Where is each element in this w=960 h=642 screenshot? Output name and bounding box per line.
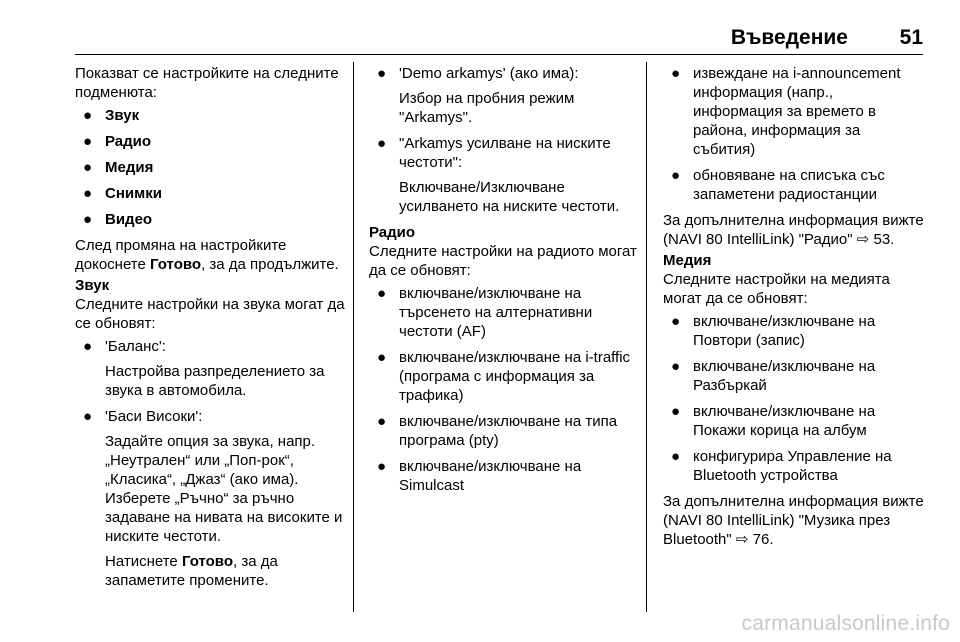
- list-item: [75, 158, 345, 177]
- list-item: ● включване/изключване на Разбъркай: [671, 358, 876, 394]
- column-1: [75, 64, 345, 597]
- bullet-icon: ●: [377, 349, 387, 366]
- bullet-icon: ●: [377, 413, 387, 430]
- bullet-icon: ●: [377, 285, 387, 302]
- bullet-icon: ●: [83, 159, 93, 176]
- submenu-radio: Радио: [105, 133, 152, 150]
- bullet-icon: ●: [377, 458, 387, 475]
- after-change-text: След промяна на настройките докоснете Готово, за да продължите.: [75, 237, 339, 273]
- radio-settings-list: [369, 284, 637, 495]
- media-settings-list: [663, 312, 925, 485]
- done-label: Готово: [150, 256, 202, 273]
- list-item: ● включване/изключване на Simulcast: [377, 458, 582, 494]
- list-item: ● обновяване на списъка със запаметени радиостанции: [671, 167, 885, 203]
- column-2: [369, 64, 637, 502]
- submenu-photos: Снимки: [105, 185, 162, 202]
- column-divider-1: [353, 62, 354, 612]
- bullet-icon: ●: [83, 211, 93, 228]
- radio-heading: Радио: [369, 224, 416, 241]
- list-item: ● включване/изключване на търсенето на алтернативни честоти (AF): [377, 285, 593, 340]
- bullet-icon: ●: [83, 133, 93, 150]
- page-header: [0, 0, 960, 52]
- bass-treble-desc: Задайте опция за звука, напр. „Неутрален“ или „Поп-рок“, „Класика“, „Джаз“ (ако има). Изберете „Ръчно“ за ръчно задаване на нивата на високите и ниските честоти.: [105, 433, 343, 545]
- list-item: ● включване/изключване на типа програма (pty): [377, 413, 618, 449]
- radio-intro: Следните настройки на радиото могат да се обновят:: [369, 243, 637, 279]
- sound-heading: Звук: [75, 277, 110, 294]
- submenu-list: [75, 106, 345, 229]
- list-item: ● конфигурира Управление на Bluetooth устройства: [671, 448, 892, 484]
- media-heading: Медия: [663, 252, 712, 269]
- bullet-icon: ●: [83, 185, 93, 202]
- page-reference-icon: ⇨: [735, 531, 749, 548]
- media-intro: Следните настройки на медията могат да се обновят:: [663, 271, 890, 307]
- bullet-icon: ●: [377, 135, 387, 152]
- bass-treble-label: 'Баси Високи':: [105, 408, 203, 425]
- list-item: [75, 337, 345, 400]
- list-item: [75, 407, 345, 590]
- sound-settings-list-cont: [369, 64, 637, 216]
- radio-reference: За допълнителна информация вижте (NAVI 80 IntelliLink) "Радио" ⇨ 53.: [663, 212, 924, 248]
- demo-arkamys-desc: Избор на пробния режим "Arkamys".: [399, 90, 575, 126]
- bass-treble-save-text: Натиснете Готово, за да запаметите промените.: [105, 553, 278, 589]
- radio-settings-list-cont: [663, 64, 925, 204]
- media-reference: За допълнителна информация вижте (NAVI 80 IntelliLink) "Музика през Bluetooth" ⇨ 76.: [663, 493, 924, 548]
- list-item: [369, 64, 637, 127]
- balance-desc: Настройва разпределението за звука в автомобила.: [105, 363, 325, 399]
- bullet-icon: ●: [377, 65, 387, 82]
- list-item: [75, 106, 345, 125]
- header-rule: [75, 54, 923, 55]
- arkamys-bass-desc: Включване/Изключване усилването на ниските честоти.: [399, 179, 620, 215]
- bullet-icon: ●: [671, 65, 681, 82]
- submenu-media: Медия: [105, 159, 154, 176]
- bullet-icon: ●: [671, 448, 681, 465]
- bullet-icon: ●: [671, 167, 681, 184]
- sound-intro: Следните настройки на звука могат да се обновят:: [75, 296, 345, 332]
- watermark: carmanualsonline.info: [741, 612, 950, 635]
- list-item: ● включване/изключване на Повтори (запис): [671, 313, 876, 349]
- bullet-icon: ●: [83, 338, 93, 355]
- list-item: [75, 132, 345, 151]
- list-item: [75, 210, 345, 229]
- balance-label: 'Баланс':: [105, 338, 166, 355]
- intro-text: Показват се настройките на следните подменюта:: [75, 65, 339, 101]
- page-reference-icon: ⇨: [856, 231, 870, 248]
- list-item: [75, 184, 345, 203]
- sound-settings-list: [75, 337, 345, 590]
- bullet-icon: ●: [671, 358, 681, 375]
- bullet-icon: ●: [671, 403, 681, 420]
- bullet-icon: ●: [671, 313, 681, 330]
- page-title: Въведение: [730, 26, 848, 49]
- list-item: ● извеждане на i-announcement информация (напр., информация за времето в района, информация за събития): [671, 65, 901, 158]
- bullet-icon: ●: [83, 408, 93, 425]
- submenu-sound: Звук: [105, 107, 140, 124]
- done-label: Готово: [181, 553, 233, 570]
- bullet-icon: ●: [83, 107, 93, 124]
- arkamys-bass-label: "Arkamys усилване на ниските честоти":: [399, 135, 611, 171]
- list-item: [369, 134, 637, 216]
- submenu-video: Видео: [105, 211, 153, 228]
- column-3: [663, 64, 925, 549]
- list-item: ● включване/изключване на i-traffic (програма с информация за трафика): [377, 349, 631, 404]
- page-number: 51: [899, 26, 923, 49]
- column-divider-2: [646, 62, 647, 612]
- demo-arkamys-label: 'Demo arkamys' (ако има):: [399, 65, 579, 82]
- list-item: ● включване/изключване на Покажи корица на албум: [671, 403, 876, 439]
